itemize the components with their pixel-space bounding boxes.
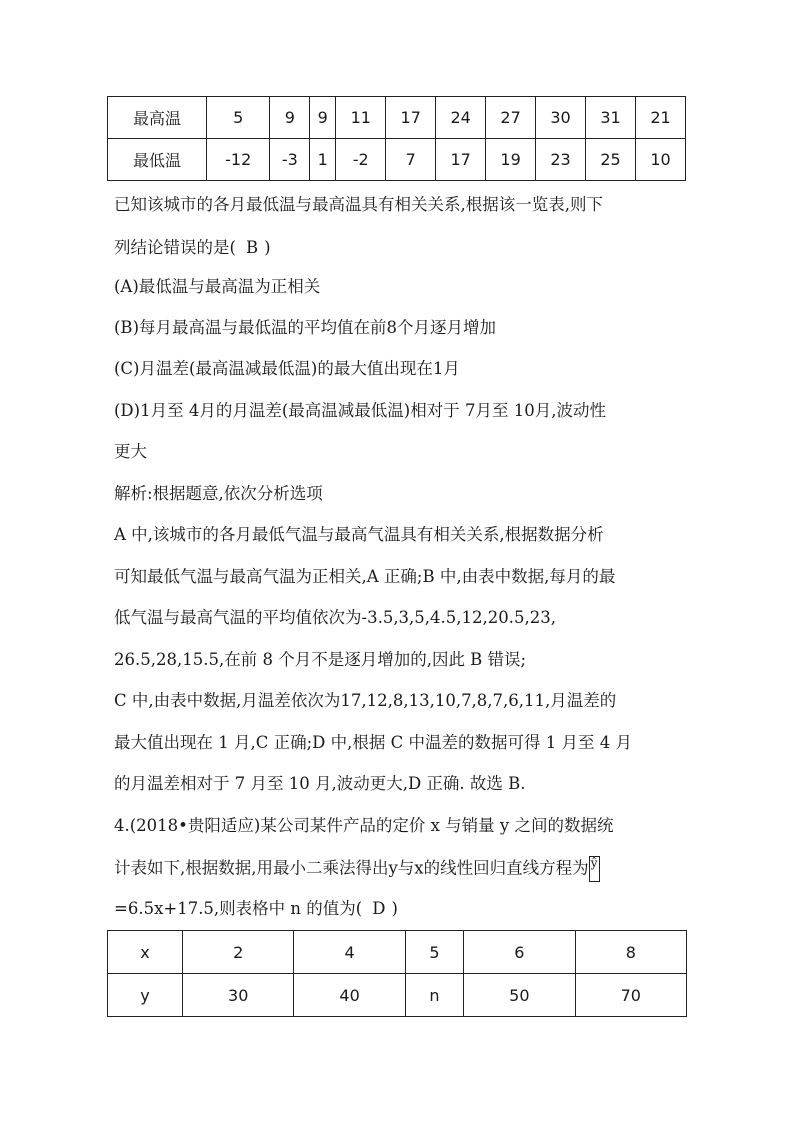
solution-text: 可知最低气温与最高气温为正相关,A 正确;B 中,由表中数据,每月的最 [114,567,616,586]
row-header: 最高温 [108,97,207,139]
question-4-stem-cont [114,897,398,921]
table-cell: 5 [405,931,463,974]
table-cell: 70 [575,974,686,1017]
solution-text: 26.5,28,15.5,在前 8 个月不是逐月增加的,因此 B 错误; [114,650,527,669]
table-cell: -2 [336,139,386,181]
stem-close: ) [391,899,398,918]
stem-text: 计表如下,根据数据,用最小二乘法得出y与x的线性回归直线方程为 [114,858,589,878]
question-4-stem: 4.(2018•贵阳适应)某公司某件产品的定价 x 与销量 y 之间的数据统 [114,816,614,835]
table-cell: 21 [635,97,685,139]
table-cell: 7 [386,139,436,181]
table-cell: 1 [310,139,336,181]
stem-text: 列结论错误的是( [114,238,236,257]
table-cell: 17 [436,139,486,181]
solution-heading: 解析:根据题意,依次分析选项 [114,484,323,503]
table-cell: 27 [486,97,536,139]
table-row [108,139,686,181]
answer-mark: B [245,238,259,257]
table-cell: 4 [294,931,405,974]
question-4-stem-cont [114,856,600,882]
row-header: 最低温 [108,139,207,181]
table-cell: 24 [436,97,486,139]
table-cell: 9 [310,97,336,139]
solution-text: 的月温差相对于 7 月至 10 月,波动更大,D 正确. 故选 B. [114,774,526,793]
table-cell: 5 [207,97,270,139]
table-cell: 6 [464,931,575,974]
table-row [108,97,686,139]
table-cell: 40 [294,974,405,1017]
option-d: (D)1月至 4月的月温差(最高温减最低温)相对于 7月至 10月,波动性 [114,401,606,420]
table-cell: 25 [586,139,636,181]
table-cell: 10 [635,139,685,181]
table-cell: n [405,974,463,1017]
y-hat-symbol: ŷ [589,856,600,882]
solution-text: 低气温与最高气温的平均值依次为-3.5,3,5,4.5,12,20.5,23, [114,608,556,627]
option-d-cont: 更大 [114,442,147,461]
solution-text: A 中,该城市的各月最低气温与最高气温具有相关关系,根据数据分析 [114,525,604,544]
temperature-table [107,96,686,181]
table-cell: 17 [386,97,436,139]
row-header: x [108,931,183,974]
table-cell: 30 [536,97,586,139]
table-cell: 9 [270,97,310,139]
answer-mark: D [372,899,386,918]
table-row [108,931,687,974]
table-row [108,974,687,1017]
option-b: (B)每月最高温与最低温的平均值在前8个月逐月增加 [114,318,496,337]
row-header: y [108,974,183,1017]
table-cell: 11 [336,97,386,139]
table-cell: 8 [575,931,686,974]
solution-text: C 中,由表中数据,月温差依次为17,12,8,13,10,7,8,7,6,11,月温差的 [114,691,617,710]
table-cell: 2 [183,931,294,974]
stem-text: =6.5x+17.5,则表格中 n 的值为( [114,899,363,918]
table-cell: 50 [464,974,575,1017]
table-cell: 23 [536,139,586,181]
solution-text: 最大值出现在 1 月,C 正确;D 中,根据 C 中温差的数据可得 1 月至 4 月 [114,733,632,752]
table-cell: 31 [586,97,636,139]
stem-close: ) [264,238,271,257]
table-cell: -12 [207,139,270,181]
option-a: (A)最低温与最高温为正相关 [114,277,321,296]
price-sales-table [107,930,687,1017]
question-stem-cont [114,236,271,260]
table-cell: -3 [270,139,310,181]
option-c: (C)月温差(最高温减最低温)的最大值出现在1月 [114,359,460,378]
table-cell: 30 [183,974,294,1017]
table-cell: 19 [486,139,536,181]
question-stem: 已知该城市的各月最低温与最高温具有相关关系,根据该一览表,则下 [114,195,603,214]
